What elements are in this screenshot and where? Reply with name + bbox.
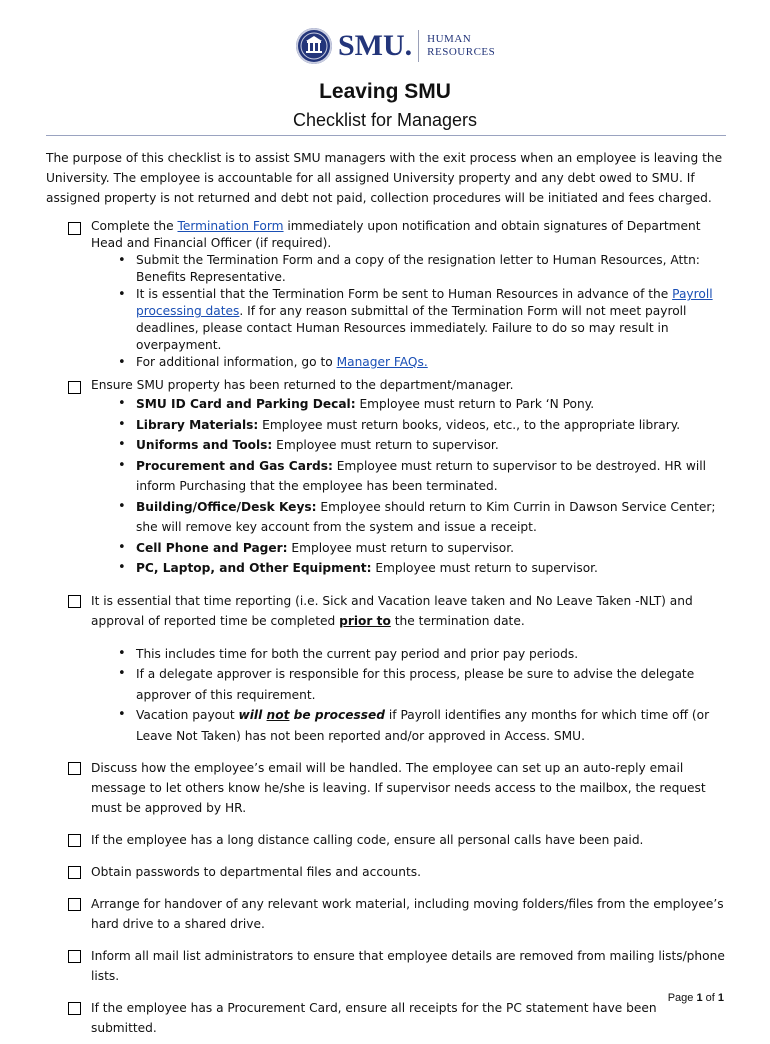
termination-form-link[interactable]: Termination Form xyxy=(177,219,284,233)
checklist-item-passwords xyxy=(46,862,726,882)
intro-paragraph: The purpose of this checklist is to assist SMU managers with the exit process when an employee is leaving the University. The employee is accountable for all assigned University property and any debt owed to SMU. If assigned property is not returned and debt not paid, collection procedures will be initiated and fees charged. xyxy=(46,151,723,205)
checklist-item-procurement-card xyxy=(46,998,726,1038)
text-segment: It is essential that time reporting (i.e. Sick and Vacation leave taken and No Leave Taken -NLT) and approval of reported time be completed xyxy=(91,593,693,628)
item-text: If the employee has a Procurement Card, ensure all receipts for the PC statement have been submitted. xyxy=(91,1001,657,1035)
checkbox[interactable] xyxy=(68,222,81,235)
item-text: Ensure SMU property has been returned to the department/manager. xyxy=(91,378,514,392)
checklist-item-handover xyxy=(46,894,726,934)
current-page: 1 xyxy=(696,992,703,1004)
manager-faqs-link[interactable]: Manager FAQs. xyxy=(336,355,428,369)
bold-label: SMU ID Card and Parking Decal: xyxy=(136,397,356,411)
text-segment: the termination date. xyxy=(390,613,525,628)
smu-seal-icon xyxy=(296,28,332,64)
emphasis: prior to xyxy=(339,613,391,628)
item-text: If the employee has a long distance calling code, ensure all personal calls have been paid. xyxy=(91,833,644,847)
text-segment: Employee must return to supervisor. xyxy=(287,540,514,555)
text-segment: Vacation payout xyxy=(136,708,239,722)
smu-hr-logo xyxy=(296,26,495,66)
list-item xyxy=(136,497,726,538)
item-text: Discuss how the employee’s email will be handled. The employee can set up an auto-reply email message to let others know he/she is leaving. If supervisor needs access to the mailbox, the request must be approved by HR. xyxy=(91,761,706,815)
list-item xyxy=(136,538,726,559)
checklist-item-email xyxy=(46,758,726,818)
bold-label: Cell Phone and Pager: xyxy=(136,540,288,555)
checkbox[interactable] xyxy=(68,595,81,608)
emphasis: will xyxy=(238,708,267,722)
checklist-item-mail-lists xyxy=(46,946,726,986)
text-segment: Employee must return to supervisor to be destroyed. HR will inform Purchasing that the employee has been terminated. xyxy=(136,458,706,493)
checklist-item-time-reporting xyxy=(46,591,726,747)
list-item xyxy=(136,456,726,497)
list-item xyxy=(136,286,726,354)
text-segment: if Payroll identifies any months for which time off (or Leave Not Taken) has not been reported and/or approved in Access. SMU. xyxy=(136,708,710,743)
item-text: Inform all mail list administrators to ensure that employee details are removed from mailing lists/phone lists. xyxy=(91,949,725,983)
logo-dept-line1: HUMAN xyxy=(427,33,472,45)
text-segment: . If for any reason submittal of the Termination Form will not meet payroll deadlines, please contact Human Resources immediately. Failure to do so may result in overpayment. xyxy=(136,304,687,352)
list-item xyxy=(136,705,726,746)
checkbox[interactable] xyxy=(68,866,81,879)
item-text xyxy=(91,218,726,252)
list-item: • Submit the Termination Form and a copy of the resignation letter to Human Resources, Attn: Benefits Representative. xyxy=(136,252,726,286)
text-segment: Employee must return to Park ‘N Pony. xyxy=(355,397,595,411)
list-item: • If a delegate approver is responsible for this process, please be sure to advise the delegate approver of this requirement. xyxy=(136,664,726,705)
page-title: Leaving SMU xyxy=(319,80,451,103)
list-item xyxy=(136,558,726,579)
text-segment: It is essential that the Termination Form be sent to Human Resources in advance of the xyxy=(136,287,673,301)
list-item xyxy=(136,435,726,456)
checkbox[interactable] xyxy=(68,898,81,911)
bold-label: Building/Office/Desk Keys: xyxy=(136,499,317,514)
total-pages: 1 xyxy=(717,992,724,1004)
checklist-item-property xyxy=(46,377,726,579)
list-item xyxy=(136,415,726,436)
bold-label: Uniforms and Tools: xyxy=(136,438,273,452)
page-number xyxy=(668,992,724,1004)
item-text: Obtain passwords to departmental files and accounts. xyxy=(91,865,421,879)
logo-dept-line2: RESOURCES xyxy=(427,46,496,58)
text-segment: immediately upon notification and obtain signatures of Department Head and Financial Officer (if required). xyxy=(91,219,701,250)
emphasis: be processed xyxy=(289,708,386,722)
logo-wordmark: SMU. xyxy=(338,29,413,62)
item-text: Arrange for handover of any relevant work material, including moving folders/files from the employee’s hard drive to a shared drive. xyxy=(91,897,724,931)
title-divider xyxy=(46,135,726,136)
list-item xyxy=(136,354,726,371)
checkbox[interactable] xyxy=(68,1002,81,1015)
text-segment: Page xyxy=(667,992,697,1004)
text-segment: Employee must return to supervisor. xyxy=(272,438,499,452)
checkbox[interactable] xyxy=(68,834,81,847)
checklist-item-termination-form xyxy=(46,218,726,371)
sub-list xyxy=(91,644,726,747)
checklist-body xyxy=(46,148,726,1044)
text-segment: Employee must return to supervisor. xyxy=(371,561,598,575)
text-segment: Complete the xyxy=(91,219,178,233)
bold-label: Library Materials: xyxy=(136,417,259,432)
emphasis: not xyxy=(266,708,290,722)
spacer xyxy=(91,631,726,644)
logo-department xyxy=(427,33,495,59)
bold-label: PC, Laptop, and Other Equipment: xyxy=(136,561,372,575)
bold-label: Procurement and Gas Cards: xyxy=(136,458,333,473)
checkbox[interactable] xyxy=(68,381,81,394)
logo-divider xyxy=(418,30,419,62)
text-segment: For additional information, go to xyxy=(136,355,337,369)
list-item: • This includes time for both the current pay period and prior pay periods. xyxy=(136,644,726,665)
text-segment: Employee must return books, videos, etc., to the appropriate library. xyxy=(258,417,681,432)
list-item xyxy=(136,394,726,415)
text-segment: Employee should return to Kim Currin in Dawson Service Center; she will remove key account from the system and issue a receipt. xyxy=(136,499,716,534)
checkbox[interactable] xyxy=(68,950,81,963)
sub-list xyxy=(91,394,726,579)
item-text xyxy=(91,591,726,631)
sub-list xyxy=(91,252,726,371)
checkbox[interactable] xyxy=(68,762,81,775)
checklist-item-calling-code xyxy=(46,830,726,850)
page-subtitle: Checklist for Managers xyxy=(292,110,478,130)
text-segment: of xyxy=(702,992,718,1004)
payroll-dates-link[interactable]: Payroll processing dates xyxy=(136,287,713,318)
